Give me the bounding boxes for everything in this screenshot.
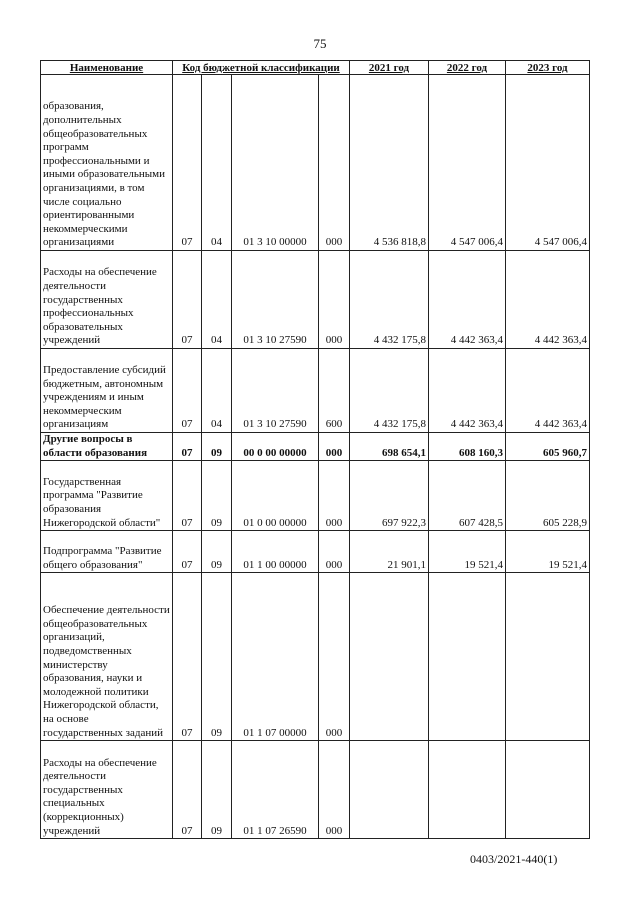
row-section: 07 xyxy=(173,349,202,433)
row-expense-type: 000 xyxy=(319,433,350,461)
row-subsection: 09 xyxy=(202,531,232,573)
table-row xyxy=(41,75,590,251)
row-name: Предоставление субсидий бюджетным, автономным учреждениям и иным некоммерческим организациям xyxy=(41,349,173,433)
table-row xyxy=(41,741,590,839)
row-value-2023: 4 442 363,4 xyxy=(506,349,590,433)
row-value-2023: 605 228,9 xyxy=(506,461,590,531)
document-code: 0403/2021-440(1) xyxy=(470,852,558,866)
row-value-2022 xyxy=(429,741,506,839)
row-name: образования, дополнительных общеобразовательных программ профессиональными и иными образовательными организациями, в том числе социально ориентированными некоммерческими организациями xyxy=(41,75,173,251)
row-value-2022: 608 160,3 xyxy=(429,433,506,461)
row-target-code: 00 0 00 00000 xyxy=(232,433,319,461)
row-section: 07 xyxy=(173,531,202,573)
row-expense-type: 000 xyxy=(319,573,350,741)
row-value-2022 xyxy=(429,573,506,741)
table-row xyxy=(41,531,590,573)
row-value-2021 xyxy=(350,573,429,741)
header-name: Наименование xyxy=(41,61,173,75)
row-target-code: 01 3 10 00000 xyxy=(232,75,319,251)
row-section: 07 xyxy=(173,573,202,741)
row-value-2023: 4 442 363,4 xyxy=(506,251,590,349)
row-value-2022: 607 428,5 xyxy=(429,461,506,531)
table-body xyxy=(41,75,590,839)
row-subsection: 09 xyxy=(202,741,232,839)
table-row xyxy=(41,349,590,433)
row-value-2023: 4 547 006,4 xyxy=(506,75,590,251)
row-subsection: 04 xyxy=(202,75,232,251)
row-value-2021: 21 901,1 xyxy=(350,531,429,573)
row-value-2023: 605 960,7 xyxy=(506,433,590,461)
row-value-2021: 698 654,1 xyxy=(350,433,429,461)
row-subsection: 09 xyxy=(202,433,232,461)
row-target-code: 01 3 10 27590 xyxy=(232,251,319,349)
table-row xyxy=(41,573,590,741)
row-value-2022: 4 442 363,4 xyxy=(429,251,506,349)
row-value-2022: 19 521,4 xyxy=(429,531,506,573)
row-subsection: 09 xyxy=(202,573,232,741)
header-2023: 2023 год xyxy=(506,61,590,75)
row-subsection: 09 xyxy=(202,461,232,531)
row-expense-type: 600 xyxy=(319,349,350,433)
table-row xyxy=(41,433,590,461)
row-target-code: 01 1 07 00000 xyxy=(232,573,319,741)
table-header-row xyxy=(41,61,590,75)
row-section: 07 xyxy=(173,741,202,839)
row-name: Расходы на обеспечение деятельности государственных профессиональных образовательных учреждений xyxy=(41,251,173,349)
header-code: Код бюджетной классификации xyxy=(173,61,350,75)
row-expense-type: 000 xyxy=(319,531,350,573)
row-expense-type: 000 xyxy=(319,251,350,349)
row-value-2021: 4 536 818,8 xyxy=(350,75,429,251)
row-section: 07 xyxy=(173,461,202,531)
row-value-2022: 4 442 363,4 xyxy=(429,349,506,433)
row-expense-type: 000 xyxy=(319,741,350,839)
row-value-2023: 19 521,4 xyxy=(506,531,590,573)
row-name: Расходы на обеспечение деятельности государственных специальных (коррекционных) учреждений xyxy=(41,741,173,839)
page-number: 75 xyxy=(313,36,327,51)
row-value-2023 xyxy=(506,741,590,839)
row-section: 07 xyxy=(173,251,202,349)
row-section: 07 xyxy=(173,433,202,461)
row-name: Подпрограмма "Развитие общего образования" xyxy=(41,531,173,573)
row-value-2021: 697 922,3 xyxy=(350,461,429,531)
row-value-2022: 4 547 006,4 xyxy=(429,75,506,251)
table-row xyxy=(41,251,590,349)
table-row xyxy=(41,461,590,531)
row-subsection: 04 xyxy=(202,349,232,433)
row-name: Государственная программа "Развитие образования Нижегородской области" xyxy=(41,461,173,531)
row-expense-type: 000 xyxy=(319,75,350,251)
header-2021: 2021 год xyxy=(350,61,429,75)
row-value-2023 xyxy=(506,573,590,741)
row-name: Другие вопросы в области образования xyxy=(41,433,173,461)
row-value-2021 xyxy=(350,741,429,839)
budget-table xyxy=(40,60,590,839)
row-target-code: 01 0 00 00000 xyxy=(232,461,319,531)
header-2022: 2022 год xyxy=(429,61,506,75)
row-value-2021: 4 432 175,8 xyxy=(350,349,429,433)
row-target-code: 01 1 07 26590 xyxy=(232,741,319,839)
row-target-code: 01 3 10 27590 xyxy=(232,349,319,433)
row-name: Обеспечение деятельности общеобразовательных организаций, подведомственных министерству образования, науки и молодежной политики Нижегородской области, на основе государственных заданий xyxy=(41,573,173,741)
row-target-code: 01 1 00 00000 xyxy=(232,531,319,573)
row-expense-type: 000 xyxy=(319,461,350,531)
row-value-2021: 4 432 175,8 xyxy=(350,251,429,349)
row-section: 07 xyxy=(173,75,202,251)
row-subsection: 04 xyxy=(202,251,232,349)
